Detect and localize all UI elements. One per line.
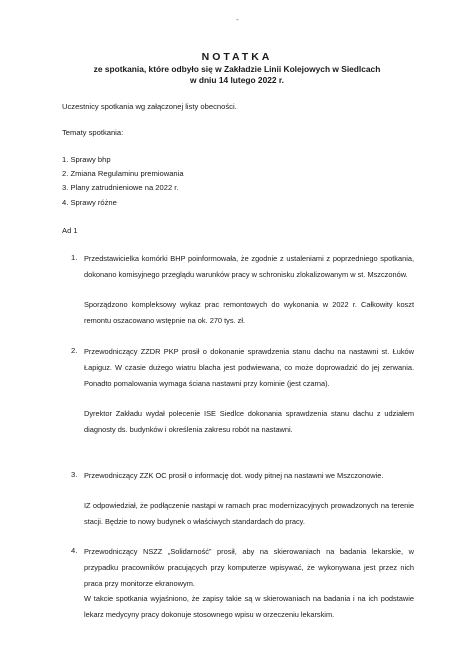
topic-item: 4. Sprawy różne [62, 198, 117, 207]
topic-item: 1. Sprawy bhp [62, 155, 111, 164]
top-mark: - [236, 15, 239, 24]
item-number: 4. [71, 546, 78, 555]
item-paragraph: W takcie spotkania wyjaśniono, że zapisy takie są w skierowaniach na badania i na ich podstawie lekarz medycyny pracy dokonuje stosownego wpisu w orzeczeniu lekarskim. [84, 594, 414, 619]
item-paragraph: Przewodniczący NSZZ „Solidarność” prosił, aby na skierowaniach na badania lekarskie, w przypadku pracowników pracujących przy komputerze wpisywać, że wykonywana jest przez nich praca przy monitorze ekranowym. [84, 547, 414, 588]
meeting-date: w dniu 14 lutego 2022 r. [189, 75, 284, 85]
item-paragraph: Sporządzono kompleksowy wykaz prac remontowych do wykonania w 2022 r. Całkowity koszt remontu oszacowano wstępnie na ok. 270 tys. zł. [84, 300, 414, 325]
participants-line: Uczestnicy spotkania wg załączonej listy obecności. [62, 102, 237, 111]
document-subtitle: ze spotkania, które odbyło się w Zakładzie Linii Kolejowych w Siedlcach [93, 64, 381, 74]
item-paragraph: Przedstawicielka komórki BHP poinformowała, że zgodnie z ustaleniami z poprzedniego spotkania, dokonano komisyjnego przeglądu warunków pracy w schronisku zlokalizowanym w st. Mszczonów. [84, 254, 414, 279]
topics-heading: Tematy spotkania: [62, 128, 124, 137]
item-paragraph: Przewodniczący ZZK OC prosił o informację dot. wody pitnej na nastawni we Mszczonowie. [84, 471, 384, 480]
document-title: NOTATKA [201, 51, 273, 63]
item-number: 1. [71, 253, 78, 262]
item-paragraph: Dyrektor Zakładu wydał polecenie ISE Siedlce dokonania sprawdzenia stanu dachu z udziałem diagnosty ds. budynków i określenia zakresu robót na nastawni. [84, 409, 414, 434]
item-paragraph: IZ odpowiedział, że podłączenie nastąpi w ramach prac modernizacyjnych prowadzonych na terenie stacji. Będzie to nowy budynek o właściwych standardach do pracy. [84, 501, 414, 526]
topic-item: 2. Zmiana Regulaminu premiowania [62, 169, 184, 178]
item-number: 2. [71, 346, 78, 355]
topic-item: 3. Plany zatrudnieniowe na 2022 r. [62, 183, 179, 192]
ad-heading: Ad 1 [62, 226, 78, 235]
item-number: 3. [71, 470, 78, 479]
item-paragraph: Przewodniczący ZZDR PKP prosił o dokonanie sprawdzenia stanu dachu na nastawni st. Łuków Łapiguz. W czasie dużego wiatru blacha jest podwiewana, co może doprowadzić do jej zerwania. Ponadto pomalowania wymaga ściana nastawni przy kominie (jest czarna). [84, 347, 414, 388]
